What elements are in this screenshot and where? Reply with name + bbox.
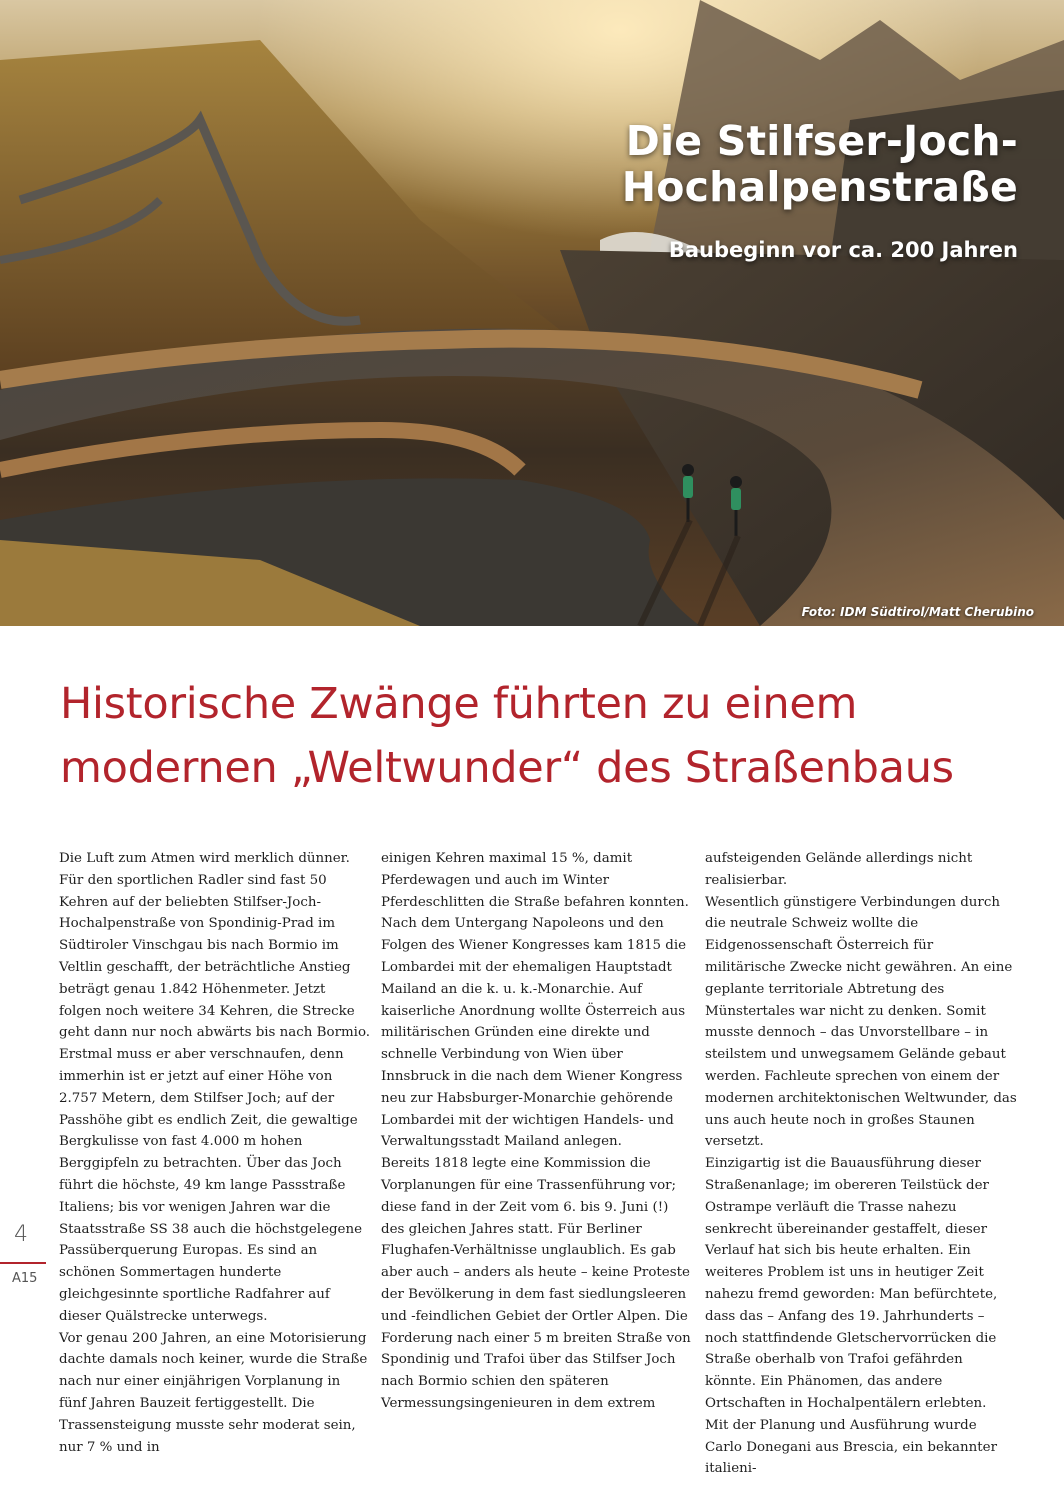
paragraph: Mit der Planung und Ausführung wurde Carlo Donegani aus Brescia, ein bekannter italieni-	[705, 1417, 997, 1477]
mountain-road-illustration	[0, 0, 1064, 626]
paragraph: aufsteigenden Gelände allerdings nicht realisierbar.	[705, 851, 973, 888]
text-column-3	[705, 848, 1017, 1480]
paragraph: Die Luft zum Atmen wird merklich dünner. Für den sportlichen Radler sind fast 50 Kehren auf der beliebten Stilfser-Joch-Hochalpenstraße von Spondinig-Prad im Südtiroler Vinschgau bis nach Bormio im Veltlin geschafft, der beträchtliche Anstieg beträgt genau 1.842 Höhenmeter. Jetzt folgen noch weitere 34 Kehren, die Strecke geht dann nur noch abwärts bis nach Bormio. Erstmal muss er aber verschnaufen, denn immerhin ist er jetzt auf einer Höhe von 2.757 Metern, dem Stilfser Joch; auf der Passhöhe gibt es endlich Zeit, die gewaltige Bergkulisse von fast 4.000 m hohen Berggipfeln zu betrachten. Über das Joch führt die höchste, 49 km lange Passstraße Italiens; bis vor wenigen Jahren war die Staatsstraße SS 38 auch die höchstgelegene Passüberquerung Europas. Es sind an schönen Sommertagen hunderte gleichgesinnte sportliche Radfahrer auf dieser Quälstrecke unterwegs.	[59, 851, 371, 1324]
page-number: 4	[14, 1222, 28, 1247]
hero-subtitle: Baubeginn vor ca. 200 Jahren	[668, 238, 1018, 262]
hero-title	[622, 118, 1018, 210]
headline-line1: Historische Zwänge führten zu einem	[60, 679, 858, 729]
hero-title-line1: Die Stilfser-Joch-	[625, 117, 1018, 165]
paragraph: Nach dem Untergang Napoleons und den Folgen des Wiener Kongresses kam 1815 die Lombardei mit der ehemaligen Hauptstadt Mailand an die k. u. k.-Monarchie. Auf kaiserliche Anordnung wollte Österreich aus militärischen Gründen eine direkte und schnelle Verbindung von Wien über Innsbruck in die nach dem Wiener Kongress neu zur Habsburger-Monarchie gehörende Lombardei mit der wichtigen Handels- und Verwaltungsstadt Mailand anlegen.	[381, 916, 687, 1150]
text-column-1	[59, 848, 371, 1458]
paragraph: einigen Kehren maximal 15 %, damit Pferdewagen und auch im Winter Pferdeschlitten die Straße befahren konnten.	[381, 851, 689, 910]
text-column-2	[381, 848, 693, 1415]
page-number-rule	[0, 1262, 46, 1264]
headline-line2: modernen „Weltwunder“ des Straßenbaus	[60, 743, 954, 793]
paragraph: Bereits 1818 legte eine Kommission die Vorplanungen für eine Trassenführung vor; diese fand in der Zeit vom 6. bis 9. Juni (!) des gleichen Jahres statt. Für Berliner Flughafen-Verhältnisse unglaublich. Es gab aber auch – anders als heute – keine Proteste der Bevölkerung in dem fast siedlungsleeren und -feindlichen Gebiet der Ortler Alpen. Die Forderung nach einer 5 m breiten Straße von Spondinig und Trafoi über das Stilfser Joch nach Bormio schien den späteren Vermessungsingenieuren in dem extrem	[381, 1156, 691, 1411]
paragraph: Wesentlich günstigere Verbindungen durch die neutrale Schweiz wollte die Eidgenossenschaft Österreich für militärische Zwecke nicht gewähren. An eine geplante territoriale Abtretung des Münstertales war nicht zu denken. Somit musste dennoch – das Unvorstellbare – in steilstem und unwegsamem Gelände gebaut werden. Fachleute sprechen von einem der modernen architektonischen Weltwunder, das uns auch heute noch in großes Staunen versetzt.	[705, 894, 1017, 1150]
photo-credit: Foto: IDM Südtirol/Matt Cherubino	[801, 605, 1034, 619]
paragraph: Vor genau 200 Jahren, an eine Motorisierung dachte damals noch keiner, wurde die Straße nach nur einer einjährigen Vorplanung in fünf Jahren Bauzeit fertiggestellt. Die Trassensteigung musste sehr moderat sein, nur 7 % und in	[59, 1330, 368, 1455]
hero-photo	[0, 0, 1064, 626]
paragraph: Einzigartig ist die Bauausführung dieser Straßenanlage; im obereren Teilstück der Ostrampe verläuft die Trasse nahezu senkrecht übereinander gestaffelt, dieser Verlauf hat sich bis heute erhalten. Ein weiteres Problem ist uns in heutiger Zeit nahezu fremd geworden: Man befürchtete, dass das – Anfang des 19. Jahrhunderts – noch stattfindende Gletschervorrücken die Straße oberhalb von Trafoi gefährden könnte. Ein Phänomen, das andere Ortschaften in Hochalpentälern erlebten.	[705, 1156, 998, 1411]
hero-title-line2: Hochalpenstraße	[621, 163, 1018, 211]
article-headline	[60, 672, 1040, 800]
issue-label: A15	[12, 1271, 38, 1286]
